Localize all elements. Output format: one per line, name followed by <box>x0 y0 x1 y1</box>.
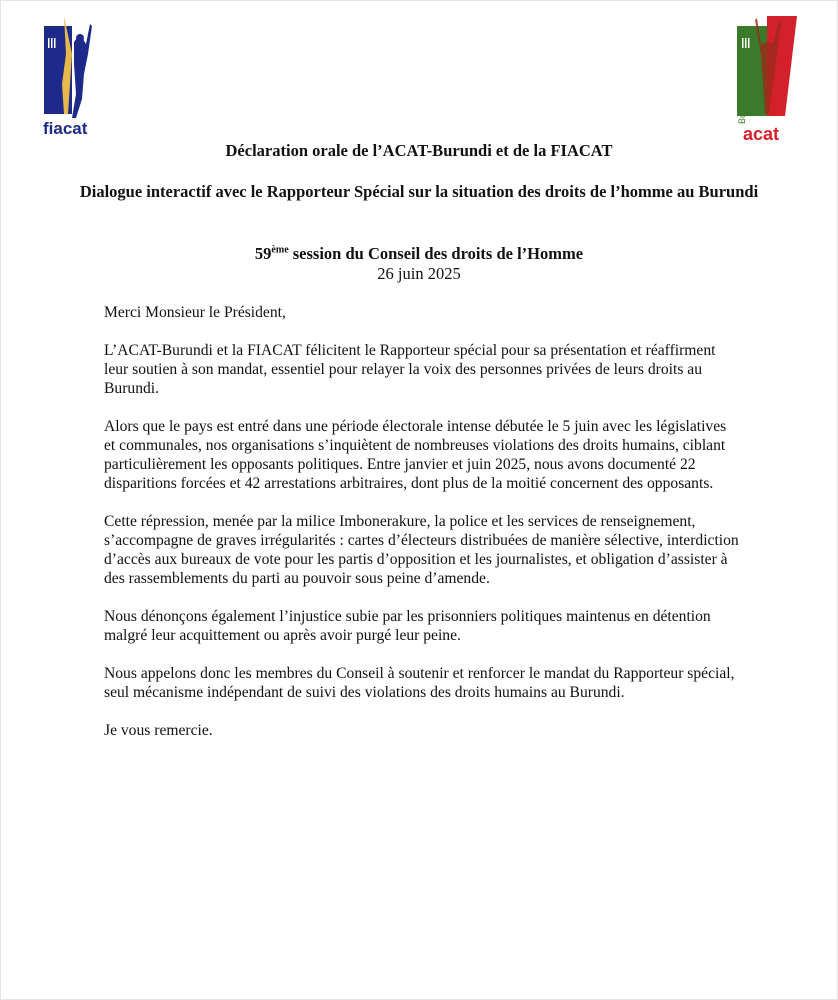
acat-burundi-logo <box>733 14 801 142</box>
fiacat-logo <box>42 14 98 136</box>
session-line: 59ème session du Conseil des droits de l’Homme <box>254 244 584 263</box>
paragraph: Nous appelons donc les membres du Conseil à soutenir et renforcer le mandat du Rapporteur spécial, seul mécanisme indépendant de suivi des violations des droits humains au Burundi. <box>104 665 735 701</box>
paragraph: Nous dénonçons également l’injustice subie par les prisonniers politiques maintenus en détention malgré leur acquittement ou après avoir purgé leur peine. <box>104 608 711 644</box>
document-subtitle: Dialogue interactif avec le Rapporteur Spécial sur la situation des droits de l’homme au Burundi <box>79 182 759 201</box>
paragraph: L’ACAT-Burundi et la FIACAT félicitent le Rapporteur spécial pour sa présentation et réaffirment leur soutien à son mandat, essentiel pour relayer la voix des personnes privées de leurs droits au Burundi. <box>104 342 716 397</box>
paragraph: Je vous remercie. <box>104 722 213 739</box>
paragraph: Cette répression, menée par la milice Imbonerakure, la police et les services de renseignement, s’accompagne de graves irrégularités : cartes d’électeurs distribuées de manière sélective, interdiction d’accès aux bureaux de vote pour les partis d’opposition et les journalistes, et obligation d’assister à des rassemblements du parti au pouvoir sous peine d’amende. <box>104 513 739 587</box>
svg-text:Burundi: Burundi <box>737 92 747 124</box>
document-date: 26 juin 2025 <box>377 264 461 283</box>
paragraph: Merci Monsieur le Président, <box>104 304 286 321</box>
statement-body <box>104 303 740 759</box>
svg-text:acat: acat <box>743 124 780 142</box>
document-title: Déclaration orale de l’ACAT-Burundi et de la FIACAT <box>225 141 613 160</box>
svg-text:fiacat: fiacat <box>43 119 88 136</box>
paragraph: Alors que le pays est entré dans une période électorale intense débutée le 5 juin avec les législatives et communales, nos organisations s’inquiètent de nombreuses violations des droits humains, ciblant particulièrement les opposants politiques. Entre janvier et juin 2025, nous avons documenté 22 disparitions forcées et 42 arrestations arbitraires, dont plus de la moitié concernent des opposants. <box>104 418 727 492</box>
